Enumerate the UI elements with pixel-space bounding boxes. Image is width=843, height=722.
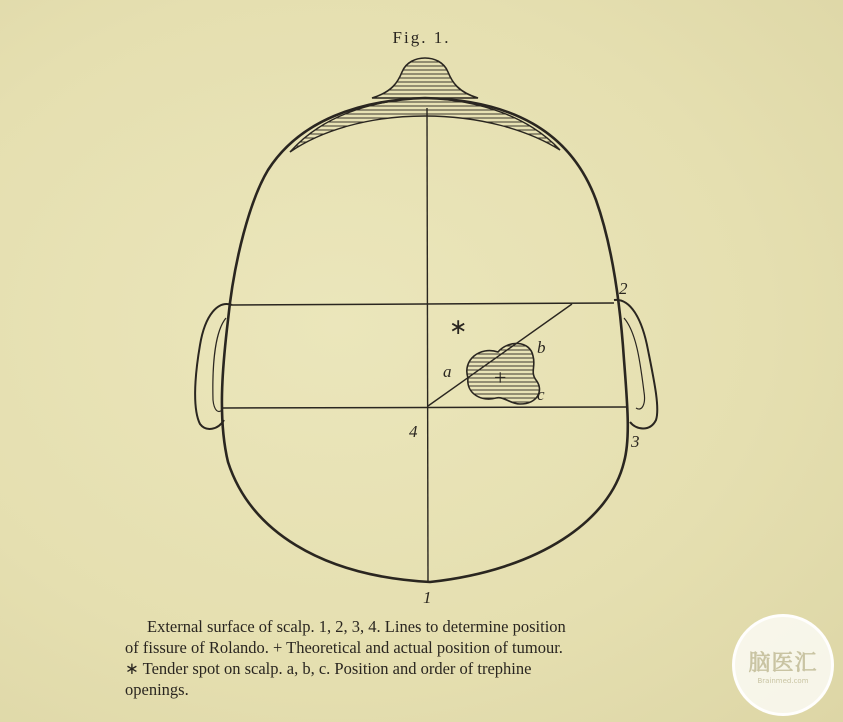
caption-line-1: External surface of scalp. 1, 2, 3, 4. Lines to determine position (147, 617, 566, 636)
figure-title: Fig. 1. (392, 28, 451, 47)
label-line-2: 2 (619, 279, 628, 298)
figure-caption (125, 616, 745, 700)
label-asterisk: ∗ (449, 314, 468, 339)
label-plus: + (494, 365, 507, 390)
caption-line-2: of fissure of Rolando. + Theoretical and actual position of tumour. (125, 638, 563, 657)
midline (427, 108, 428, 582)
line-2 (232, 303, 614, 305)
head-outline (222, 98, 628, 582)
nose (372, 58, 478, 98)
label-line-3: 3 (631, 432, 640, 451)
caption-line-3: ∗ Tender spot on scalp. a, b, c. Position and order of trephine (125, 659, 532, 678)
label-b: b (537, 338, 546, 357)
watermark-logo (732, 614, 834, 716)
label-line-4: 4 (409, 422, 418, 441)
forehead-band (290, 98, 560, 152)
label-a: a (443, 362, 452, 381)
label-c: c (537, 385, 545, 404)
caption-line-4: openings. (125, 680, 189, 699)
line-3 (223, 407, 628, 408)
label-line-1: 1 (423, 588, 432, 607)
watermark-text: 脑医汇 (748, 650, 818, 676)
watermark-subtext: Brainmed.com (757, 676, 809, 685)
